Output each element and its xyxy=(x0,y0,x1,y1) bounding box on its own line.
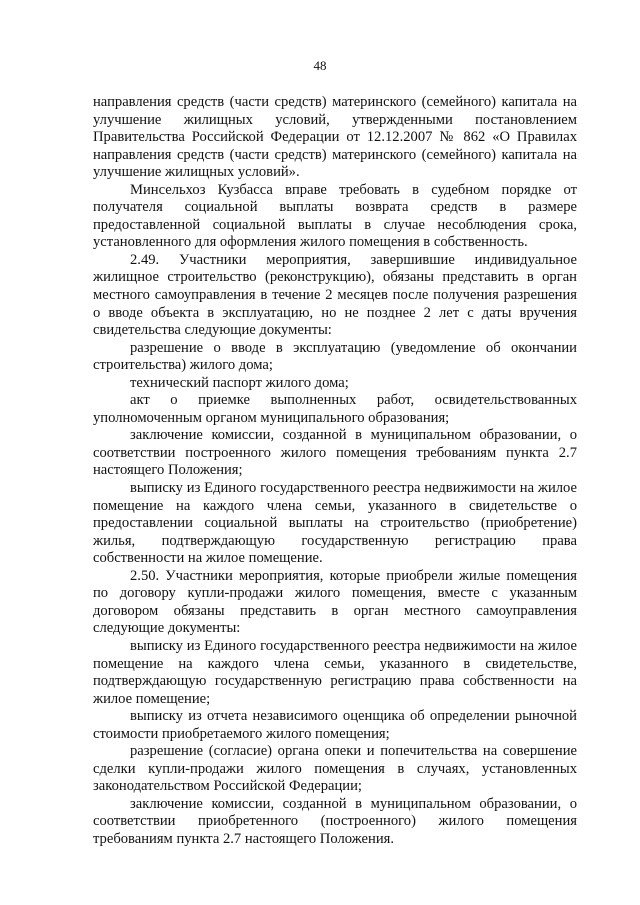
list-item-permit: разрешение о вводе в эксплуатацию (уведомление об окончании строительства) жилого дома; xyxy=(93,339,577,374)
document-body xyxy=(93,94,577,849)
page-number: 48 xyxy=(313,58,327,73)
list-item-guardianship-permission: разрешение (согласие) органа опеки и попечительства на совершение сделки купли-продажи жилого помещения в случаях, установленных законодательством Российской Федерации; xyxy=(93,743,577,795)
list-item-commission-conclusion: заключение комиссии, созданной в муниципальном образовании, о соответствии построенного жилого помещения требованиям пункта 2.7 настоящего Положения; xyxy=(93,427,577,479)
paragraph-refund-requirement: Минсельхоз Кузбасса вправе требовать в судебном порядке от получателя социальной выплаты возврата средств в размере предоставленной социальной выплаты в случае несоблюдения срока, установленного для оформления жилого помещения в собственность. xyxy=(93,181,577,251)
list-item-commission-conclusion-purchase: заключение комиссии, созданной в муниципальном образовании, о соответствии приобретенного (построенного) жилого помещения требованиям пункта 2.7 настоящего Положения. xyxy=(93,795,577,847)
paragraph-continuation: направления средств (части средств) материнского (семейного) капитала на улучшение жилищных условий, утвержденными постановлением Правительства Российской Федерации от 12.12.2007 № 862 «О Правилах направления средств (части средств) материнского (семейного) капитала на улучшение жилищных условий». xyxy=(93,94,577,181)
list-item-acceptance-act: акт о приемке выполненных работ, освидетельствованных уполномоченным органом муниципального образования; xyxy=(93,392,577,426)
paragraph-2-49: 2.49. Участники мероприятия, завершившие индивидуальное жилищное строительство (реконструкцию), обязаны представить в орган местного самоуправления в течение 2 месяцев после получения разрешения о вводе объекта в эксплуатацию, но не позднее 2 лет с даты вручения свидетельства следующие документы: xyxy=(93,251,577,339)
list-item-appraisal-report: выписку из отчета независимого оценщика об определении рыночной стоимости приобретаемого жилого помещения; xyxy=(93,708,577,742)
paragraph-2-50: 2.50. Участники мероприятия, которые приобрели жилые помещения по договору купли-продажи жилого помещения, вместе с указанным договором обязаны представить в орган местного самоуправления следующие документы: xyxy=(93,567,577,637)
list-item-technical-passport: технический паспорт жилого дома; xyxy=(130,374,349,391)
list-item-registry-extract-purchase: выписку из Единого государственного реестра недвижимости на жилое помещение на каждого члена семьи, указанного в свидетельстве, подтверждающую государственную регистрацию права собственности на жилое помещение; xyxy=(93,637,577,707)
list-item-registry-extract: выписку из Единого государственного реестра недвижимости на жилое помещение на каждого члена семьи, указанного в свидетельстве о предоставлении социальной выплаты на строительство (приобретение) жилья, подтверждающую государственную регистрацию права собственности на жилое помещение. xyxy=(93,480,577,567)
